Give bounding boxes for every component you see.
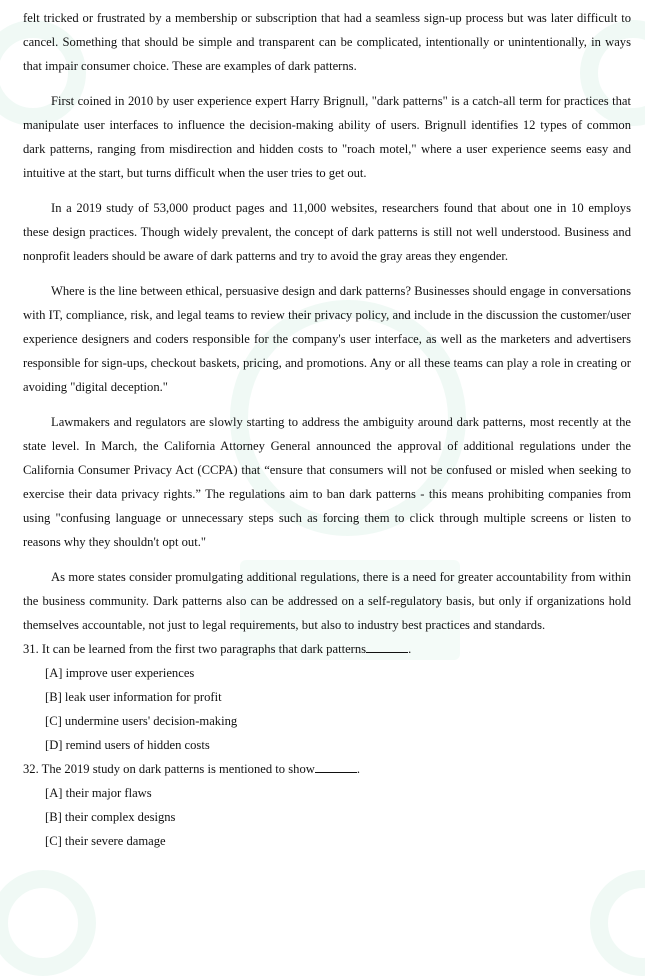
question-32 — [23, 757, 631, 853]
document-content — [23, 6, 631, 853]
passage-paragraph-5: Lawmakers and regulators are slowly starting to address the ambiguity around dark patterns, most recently at the state level. In March, the California Attorney General announced the approval of additional regulations under the California Consumer Privacy Act (CCPA) that “ensure that consumers will not be confused or misled when seeking to exercise their data privacy rights.” The regulations aim to ban dark patterns - this means prohibiting companies from using "confusing language or unnecessary steps such as forcing them to click through multiple screens or listen to reasons why they shouldn't opt out." — [23, 415, 631, 549]
passage-paragraph-1: felt tricked or frustrated by a membership or subscription that had a seamless sign-up process but was later difficult to cancel. Something that should be simple and transparent can be complicated, intentionally or unintentionally, in ways that impair consumer choice. These are examples of dark patterns. — [23, 11, 631, 73]
question-stem-end: . — [356, 762, 360, 776]
passage-paragraph-6: As more states consider promulgating additional regulations, there is a need for greater accountability from within the business community. Dark patterns also can be addressed on a self-regulatory basis, but only if organizations hold themselves accountable, not just to legal requirements, but also to industry best practices and standards. — [23, 570, 631, 632]
passage-paragraph-4: Where is the line between ethical, persuasive design and dark patterns? Businesses should engage in conversations with IT, compliance, risk, and legal teams to review their privacy policy, and include in the discussion the customer/user experience designers and coders responsible for the company's user interface, as well as the marketers and advertisers responsible for sign-ups, checkout baskets, pricing, and promotions. Any or all these teams can play a role in creating or avoiding "digital deception." — [23, 284, 631, 394]
question-stem — [23, 757, 631, 781]
passage-paragraph-3: In a 2019 study of 53,000 product pages and 11,000 websites, researchers found that about one in 10 employs these design practices. Though widely prevalent, the concept of dark patterns is still not well understood. Business and nonprofit leaders should be aware of dark patterns and try to avoid the gray areas they engender. — [23, 201, 631, 263]
option-b: [B] their complex designs — [45, 810, 176, 824]
option-a: [A] their major flaws — [45, 786, 152, 800]
option-c: [C] their severe damage — [45, 834, 166, 848]
question-stem — [23, 637, 631, 661]
question-stem-text: 31. It can be learned from the first two paragraphs that dark patterns — [23, 642, 367, 656]
watermark-logo-small — [590, 870, 645, 976]
answer-blank — [366, 640, 408, 653]
answer-blank — [315, 760, 357, 773]
passage-paragraph-2: First coined in 2010 by user experience expert Harry Brignull, "dark patterns" is a catch-all term for practices that manipulate user interfaces to influence the decision-making ability of users. Brignull identifies 12 types of common dark patterns, ranging from misdirection and hidden costs to "roach motel," where a user experience seems easy and intuitive at the start, but turns difficult when the user tries to get out. — [23, 94, 631, 180]
question-31 — [23, 637, 631, 757]
option-b: [B] leak user information for profit — [45, 690, 222, 704]
option-d: [D] remind users of hidden costs — [45, 738, 210, 752]
watermark-logo-small — [0, 870, 96, 976]
option-c: [C] undermine users' decision-making — [45, 714, 238, 728]
option-a: [A] improve user experiences — [45, 666, 195, 680]
question-stem-end: . — [408, 642, 412, 656]
question-stem-text: 32. The 2019 study on dark patterns is mentioned to show — [23, 762, 315, 776]
